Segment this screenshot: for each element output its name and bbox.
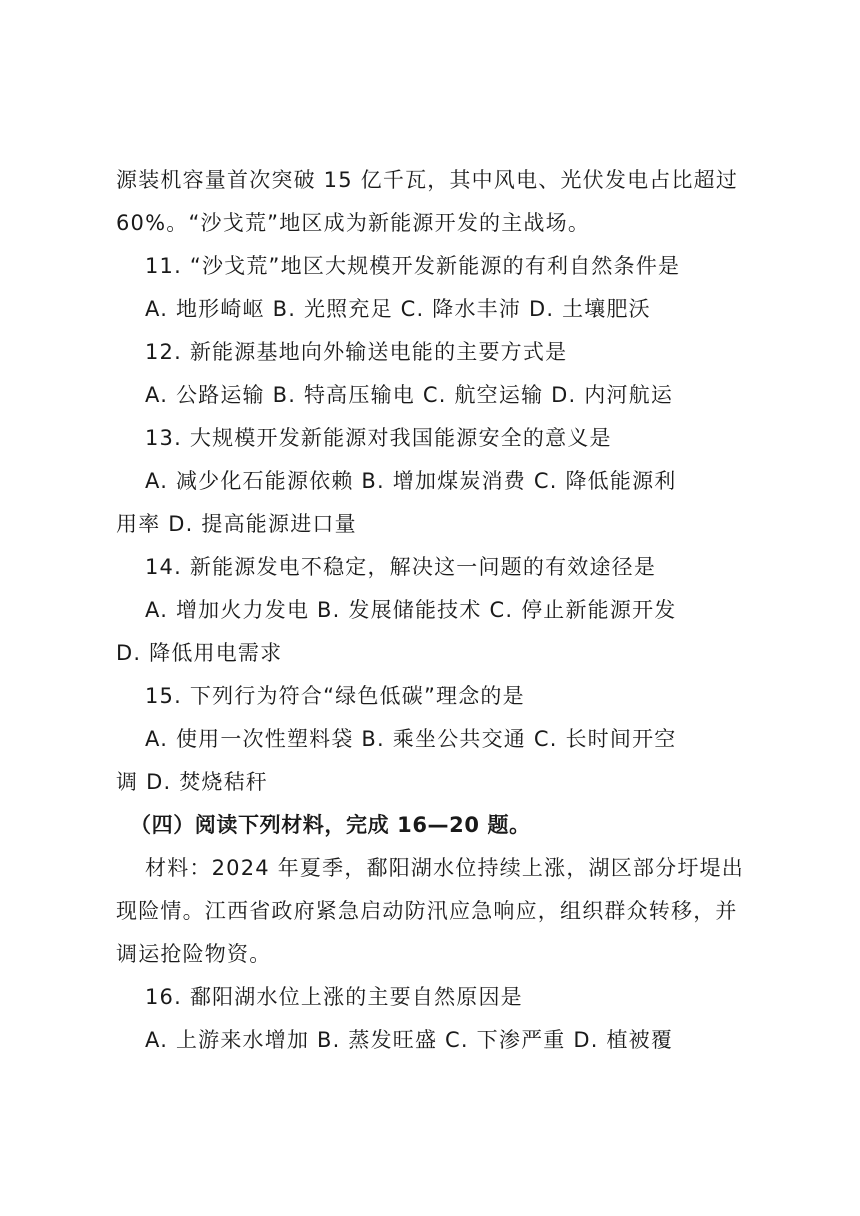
question-12-options: A. 公路运输 B. 特高压输电 C. 航空运输 D. 内河航运 — [145, 383, 674, 407]
question-13: 13. 大规模开发新能源对我国能源安全的意义是 — [145, 426, 612, 450]
question-16: 16. 鄱阳湖水位上涨的主要自然原因是 — [145, 985, 523, 1009]
question-13-options-cont: 用率 D. 提高能源进口量 — [116, 512, 357, 536]
paragraph-line: 60%。“沙戈荒”地区成为新能源开发的主战场。 — [116, 211, 591, 235]
paragraph-line: 源装机容量首次突破 15 亿千瓦，其中风电、光伏发电占比超过 — [116, 168, 739, 192]
question-15: 15. 下列行为符合“绿色低碳”理念的是 — [145, 684, 525, 708]
material-line: 现险情。江西省政府紧急启动防汛应急响应，组织群众转移，并 — [116, 899, 738, 923]
question-14: 14. 新能源发电不稳定，解决这一问题的有效途径是 — [145, 555, 657, 579]
question-15-options: A. 使用一次性塑料袋 B. 乘坐公共交通 C. 长时间开空 — [145, 727, 677, 751]
question-15-options-cont: 调 D. 焚烧秸秆 — [116, 770, 268, 794]
question-13-options: A. 减少化石能源依赖 B. 增加煤炭消费 C. 降低能源利 — [145, 469, 677, 493]
question-11-options: A. 地形崎岖 B. 光照充足 C. 降水丰沛 D. 土壤肥沃 — [145, 297, 651, 321]
section-heading: （四）阅读下列材料，完成 16—20 题。 — [130, 813, 531, 837]
question-16-options: A. 上游来水增加 B. 蒸发旺盛 C. 下渗严重 D. 植被覆 — [145, 1028, 674, 1052]
question-12: 12. 新能源基地向外输送电能的主要方式是 — [145, 340, 568, 364]
material-line: 材料：2024 年夏季，鄱阳湖水位持续上涨，湖区部分圩堤出 — [145, 856, 744, 880]
question-14-options: A. 增加火力发电 B. 发展储能技术 C. 停止新能源开发 — [145, 598, 677, 622]
question-11: 11. “沙戈荒”地区大规模开发新能源的有利自然条件是 — [145, 254, 681, 278]
material-line: 调运抢险物资。 — [116, 942, 272, 966]
question-14-options-cont: D. 降低用电需求 — [116, 641, 283, 665]
